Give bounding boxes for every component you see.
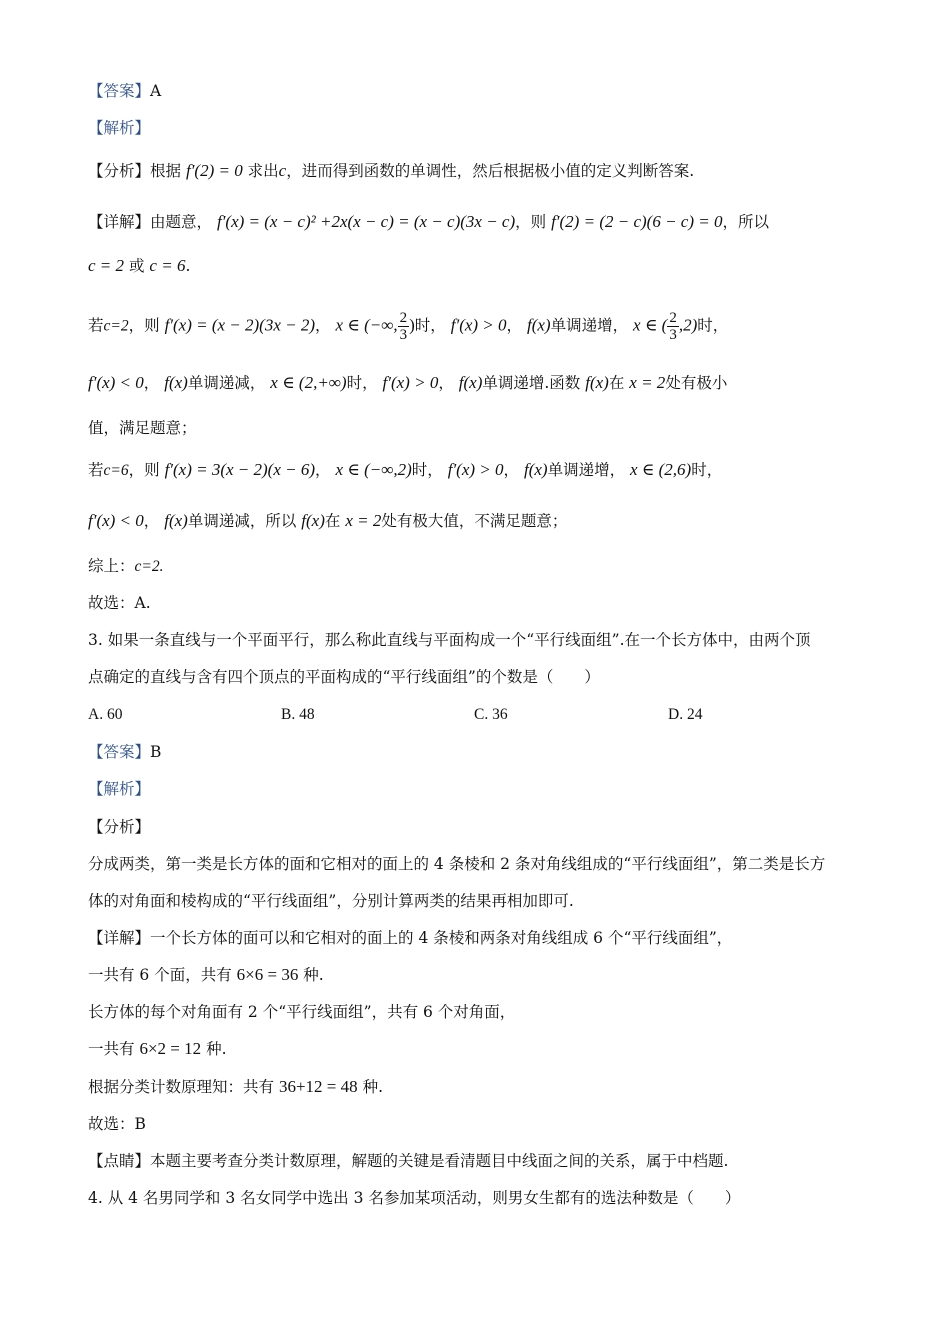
math-expr: x ∈ (2,+∞): [270, 373, 347, 392]
math-expr: x = 2: [345, 511, 382, 530]
text: 故选：B: [88, 1115, 146, 1133]
frac-num: 2: [399, 310, 408, 326]
detail-tag: 【详解】: [88, 929, 151, 947]
math-var: c=2.: [134, 558, 164, 575]
text: 若: [88, 461, 104, 479]
math-expr: f(x): [523, 460, 548, 479]
math-expr: f(x): [301, 511, 325, 530]
analysis-line-3b: [88, 890, 870, 912]
math-expr: 36+12 = 48: [278, 1077, 358, 1096]
answer-line-2: [88, 80, 870, 102]
answer-value: B: [150, 743, 162, 761]
analysis-tag: 【分析】: [88, 818, 151, 836]
text: 一共有 6 个面，共有: [88, 966, 232, 984]
detail-line-2a: [88, 211, 870, 233]
math-expr: x = 2: [629, 373, 666, 392]
math-expr: f′(x) > 0: [447, 460, 504, 479]
math-expr: f′(x) < 0: [88, 511, 144, 530]
text: 长方体的每个对角面有 2 个“平行线面组”，共有 6 个对角面，: [88, 1003, 516, 1021]
detail-line-3d: [88, 1038, 870, 1060]
analysis-subheading-3: [88, 816, 870, 838]
text: 时，: [697, 316, 729, 335]
math-expr: x ∈ (2,6): [630, 460, 692, 479]
math-expr: f(x): [526, 315, 551, 335]
answer-value: A: [150, 82, 162, 100]
math-var: c: [278, 161, 287, 180]
choose-line-2: [88, 592, 870, 614]
math-expr: f(x): [164, 511, 188, 530]
text: ，: [503, 461, 520, 479]
text: 时，: [411, 461, 443, 479]
text: ，: [315, 461, 331, 479]
text: ，则: [128, 316, 160, 335]
math-paren: ): [409, 315, 415, 335]
detail-tag: 【详解】: [88, 213, 151, 231]
text: 根据: [150, 162, 182, 180]
question-4-text: 4. 从 4 名男同学和 3 名女同学中选出 3 名参加某项活动，则男女生都有的选法种数是（ ）: [88, 1189, 741, 1207]
detail-line-3e: [88, 1076, 870, 1098]
text: 在: [324, 512, 341, 530]
detail-line-2e: [88, 417, 870, 439]
comment-line-3: [88, 1150, 870, 1172]
detail-line-3a: [88, 927, 870, 949]
math-expr: f′(x) = (x − c)² +2x(x − c) = (x − c)(3x − c): [216, 212, 516, 231]
text: 时，: [346, 374, 378, 392]
math-expr: f(x): [458, 373, 483, 392]
text: 本题主要考查分类计数原理，解题的关键是看清题目中线面之间的关系，属于中档题.: [150, 1152, 729, 1170]
analysis-line-2: [88, 160, 870, 182]
math-expr: 6×2 = 12: [139, 1039, 202, 1058]
question-3-line-1: [88, 629, 870, 651]
text: ，: [506, 316, 523, 335]
analysis-tag: 【解析】: [88, 119, 151, 137]
text: 综上：: [88, 557, 135, 575]
text: 单调递增.函数: [482, 374, 581, 392]
question-3-text: 3. 如果一条直线与一个平面平行，那么称此直线与平面构成一个“平行线面组”.在一个长方体中，由两个顶: [88, 631, 811, 649]
option-b: B. 48: [281, 706, 315, 723]
math-expr: x ∈ (−∞,2): [335, 460, 412, 479]
detail-line-3b: [88, 964, 870, 986]
text: 一共有: [88, 1040, 135, 1058]
math-var: c=2: [103, 317, 129, 335]
math-expr: 6×6 = 36: [236, 965, 299, 984]
text: 或: [128, 257, 145, 275]
detail-line-2b: [88, 255, 870, 277]
text: 处有极大值，不满足题意；: [381, 512, 568, 530]
text: 在: [608, 374, 625, 392]
text: 值，满足题意；: [88, 419, 197, 437]
text: 求出: [247, 162, 279, 180]
fraction: [398, 310, 410, 343]
text: 单调递减，: [187, 374, 266, 392]
option-a: A. 60: [88, 706, 123, 723]
math-expr: f′(2) = 0: [185, 161, 243, 180]
text: 一个长方体的面可以和它相对的面上的 4 条棱和两条对角线组成 6 个“平行线面组”，: [150, 929, 733, 947]
frac-den: 3: [669, 327, 677, 343]
math-expr: ,2): [678, 315, 698, 335]
text: 根据分类计数原理知：共有: [88, 1078, 275, 1096]
math-expr: f′(x) > 0: [382, 373, 439, 392]
fraction: [667, 310, 679, 343]
text: .: [185, 257, 191, 275]
text: 故选：A.: [88, 594, 151, 612]
math-expr: f′(x) < 0: [88, 373, 144, 392]
text: 单调递减，所以: [187, 512, 297, 530]
text: 种.: [362, 1078, 384, 1096]
text: 分成两类，第一类是长方体的面和它相对的面上的 4 条棱和 2 条对角线组成的“平行线面组”，第二类是长方: [88, 855, 826, 873]
detail-line-2c: [88, 310, 870, 343]
analysis-tag: 【分析】: [88, 162, 151, 180]
text: 体的对角面和棱构成的“平行线面组”，分别计算两类的结果再相加即可.: [88, 892, 574, 910]
option-d: D. 24: [668, 706, 703, 723]
detail-line-2g: [88, 510, 870, 532]
math-expr: f(x): [164, 373, 188, 392]
math-expr: f(x): [585, 373, 609, 392]
comment-tag: 【点睛】: [88, 1152, 151, 1170]
text: ，: [315, 316, 331, 335]
answer-line-3: [88, 741, 870, 763]
math-expr: f′(x) = 3(x − 2)(x − 6): [164, 460, 316, 479]
question-4-line-1: [88, 1187, 870, 1209]
text: ，则: [128, 461, 160, 479]
math-expr: f′(x) = (x − 2)(3x − 2): [164, 315, 316, 335]
math-expr: c = 6: [149, 256, 186, 275]
analysis-line-3a: [88, 853, 870, 875]
math-expr: x ∈ (−∞,: [335, 315, 398, 335]
text: 处有极小: [665, 374, 728, 392]
math-var: c=6: [103, 462, 129, 479]
question-3-text: 点确定的直线与含有四个顶点的平面构成的“平行线面组”的个数是（ ）: [88, 668, 600, 686]
analysis-heading-2: [88, 117, 870, 139]
text: 由题意，: [150, 213, 213, 231]
answer-tag: 【答案】: [88, 82, 151, 100]
choose-line-3: [88, 1113, 870, 1135]
text: ，: [438, 374, 454, 392]
text: ，: [143, 374, 160, 392]
detail-line-2d: [88, 372, 870, 394]
question-3-line-2: [88, 666, 870, 688]
analysis-heading-3: [88, 778, 870, 800]
text: 种.: [303, 966, 324, 984]
text: 若: [88, 316, 104, 335]
text: ，进而得到函数的单调性，然后根据极小值的定义判断答案.: [286, 162, 695, 180]
frac-den: 3: [399, 327, 408, 343]
detail-line-3c: [88, 1001, 870, 1023]
math-expr: f′(x) > 0: [450, 315, 507, 335]
text: 时，: [691, 461, 723, 479]
text: 单调递增，: [547, 461, 626, 479]
answer-tag: 【答案】: [88, 743, 151, 761]
analysis-tag: 【解析】: [88, 780, 151, 798]
math-expr: f′(2) = (2 − c)(6 − c) = 0: [551, 212, 723, 231]
text: 单调递增，: [550, 316, 629, 335]
detail-line-2f: [88, 459, 870, 482]
text: ，则: [515, 213, 547, 231]
math-expr: c = 2: [88, 256, 125, 275]
text: ，所以: [722, 213, 769, 231]
summary-line-2: [88, 555, 870, 578]
math-expr: x ∈ (: [633, 315, 668, 335]
text: 种.: [206, 1040, 227, 1058]
option-c: C. 36: [474, 706, 508, 723]
text: ，: [143, 512, 160, 530]
text: 时，: [414, 316, 446, 335]
frac-num: 2: [669, 310, 677, 326]
